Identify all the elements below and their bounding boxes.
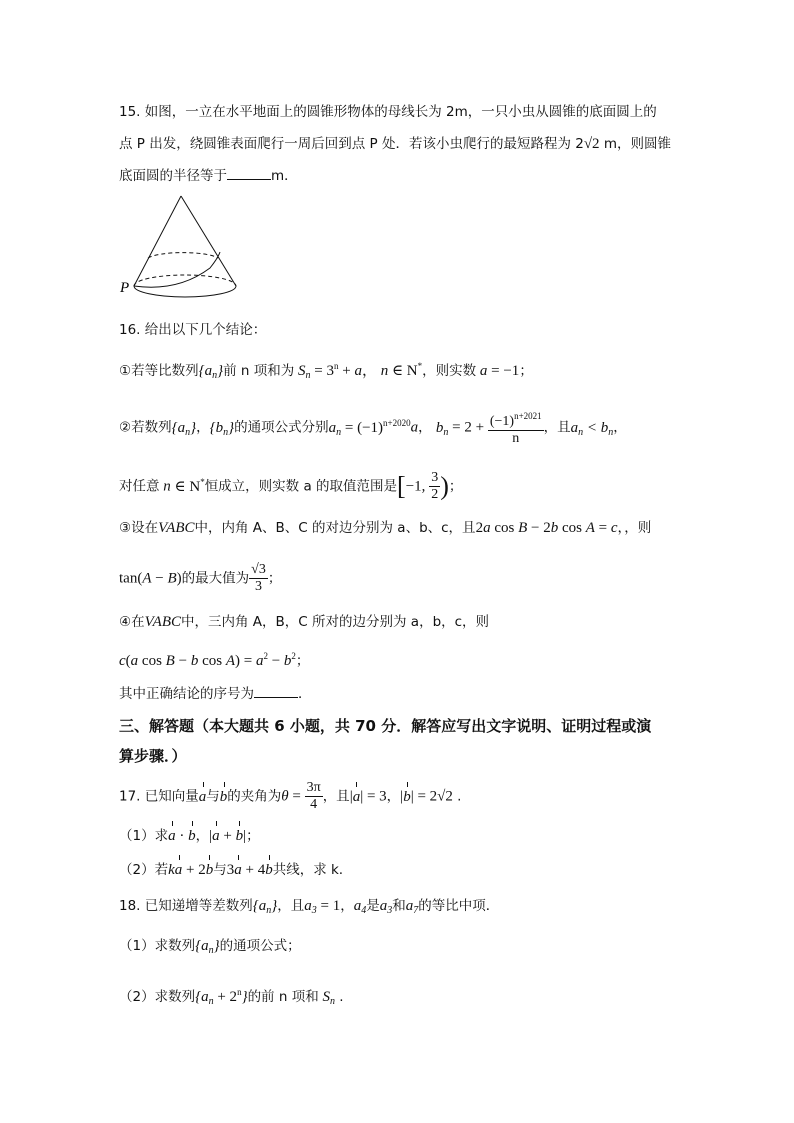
q16-c3-cont: tan(A − B)的最大值为 $\frac{√3}{3}$ ；: [119, 562, 282, 594]
q17-part1: （1）求a · b，|a + b|；: [119, 828, 260, 844]
q16-c4: ④在VABC中，三内角 A，B，C 所对的边分别为 a，b，c，则: [119, 614, 490, 630]
q18-stem: 18. 已知递增等差数列$\{a_n\}$，且$a_3 = 1$，$a_4$是$a_3$和$a_7$的等比中项．: [119, 898, 500, 916]
cone-figure: [118, 192, 248, 302]
q18-part2: （2）求数列$\{a_n + 2^n\}$的前 n 项和 $S_n$ .: [119, 987, 344, 1007]
q16-c2: ②若数列$\{a_n\}$，$\{b_n\}$的通项公式分别$a_n = (-1)^{n+2020}a$， $b_n = 2$ + $\frac{(-1)^{n+2021}}{n}$ ，且$a_n < b_n$，: [119, 408, 627, 447]
q15-line3: 底面圆的半径等于 m．: [119, 168, 298, 184]
q16-ask: 其中正确结论的序号为 ．: [119, 686, 312, 702]
q16-c2-cont: 对任意 n ∈ N*恒成立，则实数 a 的取值范围是[−1, $\frac{3}{2}$ )；: [119, 470, 463, 502]
q16-intro: 16. 给出以下几个结论：: [119, 322, 267, 338]
section3-heading-cont: 算步骤．）: [119, 747, 187, 765]
q16-c3: ③设在VABC中，内角 A、B、C 的对边分别为 a、b、c，且2a cos B − 2b cos A = c，，则: [119, 520, 652, 536]
q17-stem: 17. 已知向量a与b的夹角为θ = $\frac{3\pi}{4}$ ，且|a| = 3，|b| = 2√2 .: [119, 780, 462, 812]
q18-part1: （1）求数列$\{a_n\}$的通项公式；: [119, 938, 301, 956]
point-p-label: P: [120, 280, 130, 296]
q16-c1: ①若等比数列$\{a_n\}$前 n 项和为 $S_n = 3^n + a$， n ∈ N*，则实数 a = −1；: [119, 361, 533, 381]
q17-part2: （2）若ka + 2b与3a + 4b共线，求 k.: [119, 862, 344, 878]
q15-line1: 15. 如图，一立在水平地面上的圆锥形物体的母线长为 2m，一只小虫从圆锥的底面圆上的: [119, 104, 657, 120]
section3-heading: 三、解答题（本大题共 6 小题，共 70 分．解答应写出文字说明、证明过程或演: [119, 717, 652, 735]
q15-line2: 点 P 出发，绕圆锥表面爬行一周后回到点 P 处．若该小虫爬行的最短路程为 2√2 m，则圆锥: [119, 136, 672, 152]
q16-c4-formula: c(a cos B − b $\cos A) = a^2 - b^2$；: [119, 651, 310, 669]
